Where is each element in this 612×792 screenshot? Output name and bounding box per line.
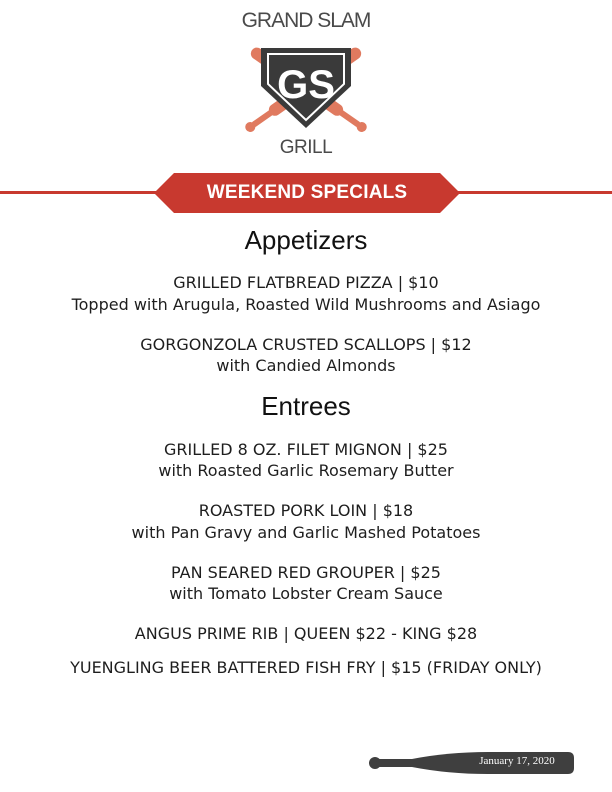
section-title-appetizers: Appetizers	[244, 225, 368, 255]
brand-name-bottom: GRILL	[279, 137, 333, 158]
menu-item-name: YUENGLING BEER BATTERED FISH FRY | $15 (FRIDAY ONLY)	[70, 658, 542, 677]
divider-left	[0, 191, 160, 194]
menu-item-desc: Topped with Arugula, Roasted Wild Mushrooms and Asiago	[71, 295, 541, 314]
divider-right	[452, 191, 612, 194]
menu-item-desc: with Candied Almonds	[216, 356, 396, 375]
monogram: GS	[277, 63, 335, 107]
menu-item-desc: with Pan Gravy and Garlic Mashed Potatoes	[131, 523, 481, 542]
menu-item-name: ANGUS PRIME RIB | QUEEN $22 - KING $28	[134, 624, 478, 643]
menu-item-desc: with Roasted Garlic Rosemary Butter	[158, 461, 454, 480]
grand-slam-logo	[226, 36, 386, 136]
brand-name-top: GRAND SLAM	[241, 9, 371, 32]
menu-item-name: GRILLED 8 OZ. FILET MIGNON | $25	[164, 440, 448, 459]
section-title-entrees: Entrees	[261, 391, 351, 421]
menu-item-desc: with Tomato Lobster Cream Sauce	[169, 584, 443, 603]
menu-item-name: GRILLED FLATBREAD PIZZA | $10	[173, 273, 439, 292]
banner-title: WEEKEND SPECIALS	[206, 182, 408, 203]
menu-date: January 17, 2020	[479, 755, 555, 767]
menu-item-name: PAN SEARED RED GROUPER | $25	[171, 563, 441, 582]
menu-item-name: ROASTED PORK LOIN | $18	[198, 501, 414, 520]
menu-item-name: GORGONZOLA CRUSTED SCALLOPS | $12	[140, 335, 472, 354]
